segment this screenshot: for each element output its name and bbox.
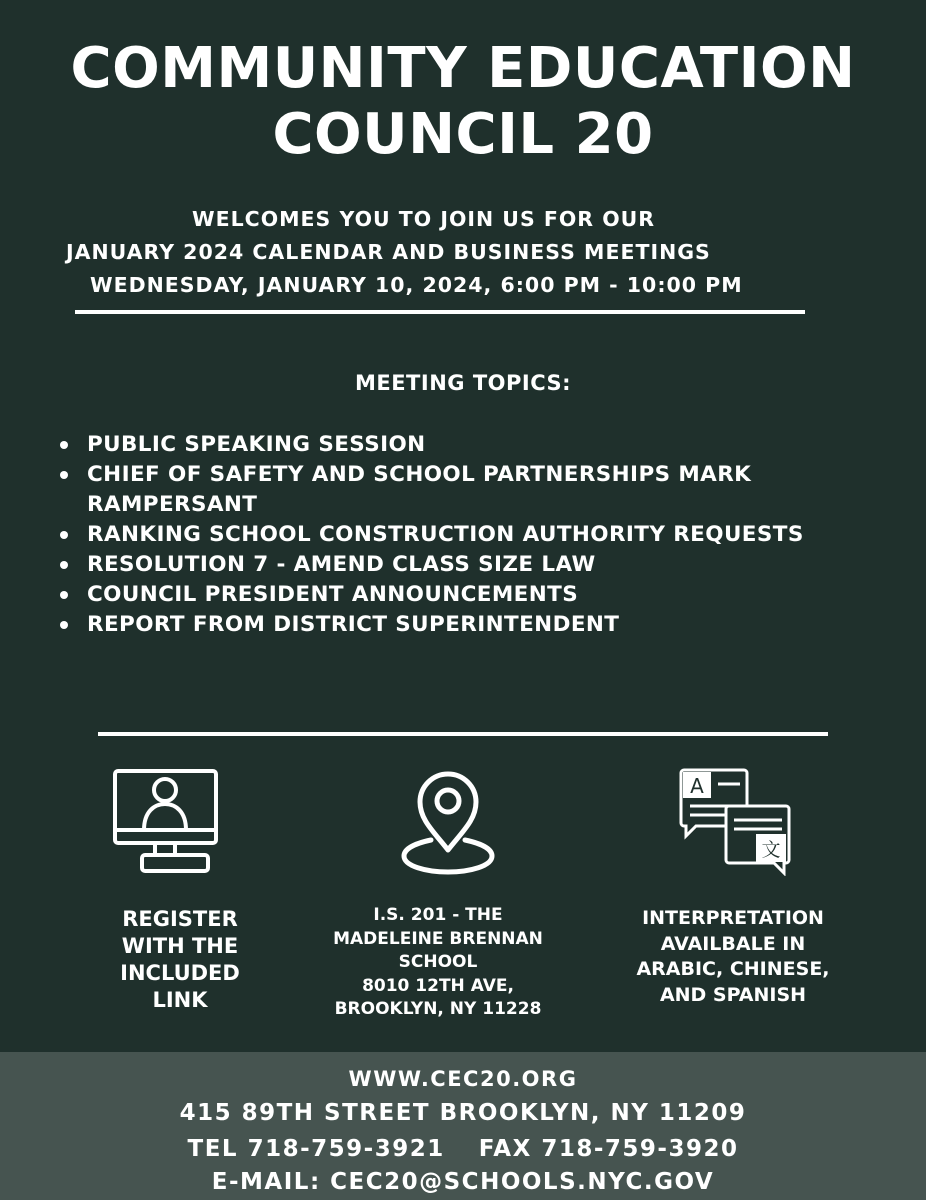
interpretation-caption [620, 906, 846, 1008]
email-link[interactable]: E-MAIL: CEC20@SCHOOLS.NYC.GOV [211, 1169, 715, 1195]
welcome-block [0, 203, 926, 302]
flyer-title [0, 36, 926, 168]
topic-item: REPORT FROM DISTRICT SUPERINTENDENT [60, 610, 880, 640]
topic-item: CHIEF OF SAFETY AND SCHOOL PARTNERSHIPS MARK RAMPERSANT [60, 460, 880, 520]
location-line: SCHOOL [398, 952, 478, 972]
location-line: BROOKLYN, NY 11228 [334, 999, 542, 1019]
topic-item: COUNCIL PRESIDENT ANNOUNCEMENTS [60, 580, 880, 610]
topic-item: PUBLIC SPEAKING SESSION [60, 430, 880, 460]
topic-item: RESOLUTION 7 - AMEND CLASS SIZE LAW [60, 550, 880, 580]
topic-item: RANKING SCHOOL CONSTRUCTION AUTHORITY REQUESTS [60, 520, 880, 550]
interpretation-line: ARABIC, CHINESE, [636, 958, 830, 980]
divider-middle [98, 732, 828, 736]
divider-top [75, 310, 805, 314]
welcome-line-2: JANUARY 2024 CALENDAR AND BUSINESS MEETINGS [66, 240, 711, 264]
letter-a-glyph: A [690, 774, 704, 798]
fax-number: FAX 718-759-3920 [478, 1136, 739, 1162]
translation-icon [678, 768, 792, 876]
phone-fax-line [0, 1136, 926, 1162]
meeting-topics-heading: MEETING TOPICS: [354, 371, 572, 395]
register-caption [80, 906, 280, 1014]
title-line-1: COMMUNITY EDUCATION [70, 36, 856, 101]
computer-user-icon [112, 768, 220, 876]
location-line: I.S. 201 - THE [373, 905, 503, 925]
contact-footer [0, 1052, 926, 1200]
interpretation-line: AND SPANISH [659, 983, 807, 1006]
interpretation-line: AVAILBALE IN [660, 932, 806, 955]
register-line: INCLUDED [120, 961, 240, 985]
register-line: LINK [152, 988, 208, 1012]
map-pin-icon [398, 768, 498, 878]
website-link[interactable]: WWW.CEC20.ORG [348, 1067, 578, 1091]
welcome-line-1: WELCOMES YOU TO JOIN US FOR OUR [192, 207, 656, 231]
location-line: 8010 12TH AVE, [362, 975, 514, 996]
chinese-glyph: 文 [761, 839, 781, 861]
meeting-datetime: WEDNESDAY, JANUARY 10, 2024, 6:00 PM - 10:00 PM [90, 273, 743, 297]
location-line: MADELEINE BRENNAN [333, 928, 543, 949]
register-line: WITH THE [121, 934, 239, 958]
street-address: 415 89TH STREET BROOKLYN, NY 11209 [179, 1100, 747, 1126]
telephone-number: TEL 718-759-3921 [187, 1136, 445, 1162]
interpretation-line: INTERPRETATION [642, 907, 824, 929]
meeting-topics-list [60, 430, 880, 640]
location-caption [308, 904, 568, 1022]
register-line: REGISTER [122, 907, 238, 931]
title-line-2: COUNCIL 20 [272, 102, 654, 167]
